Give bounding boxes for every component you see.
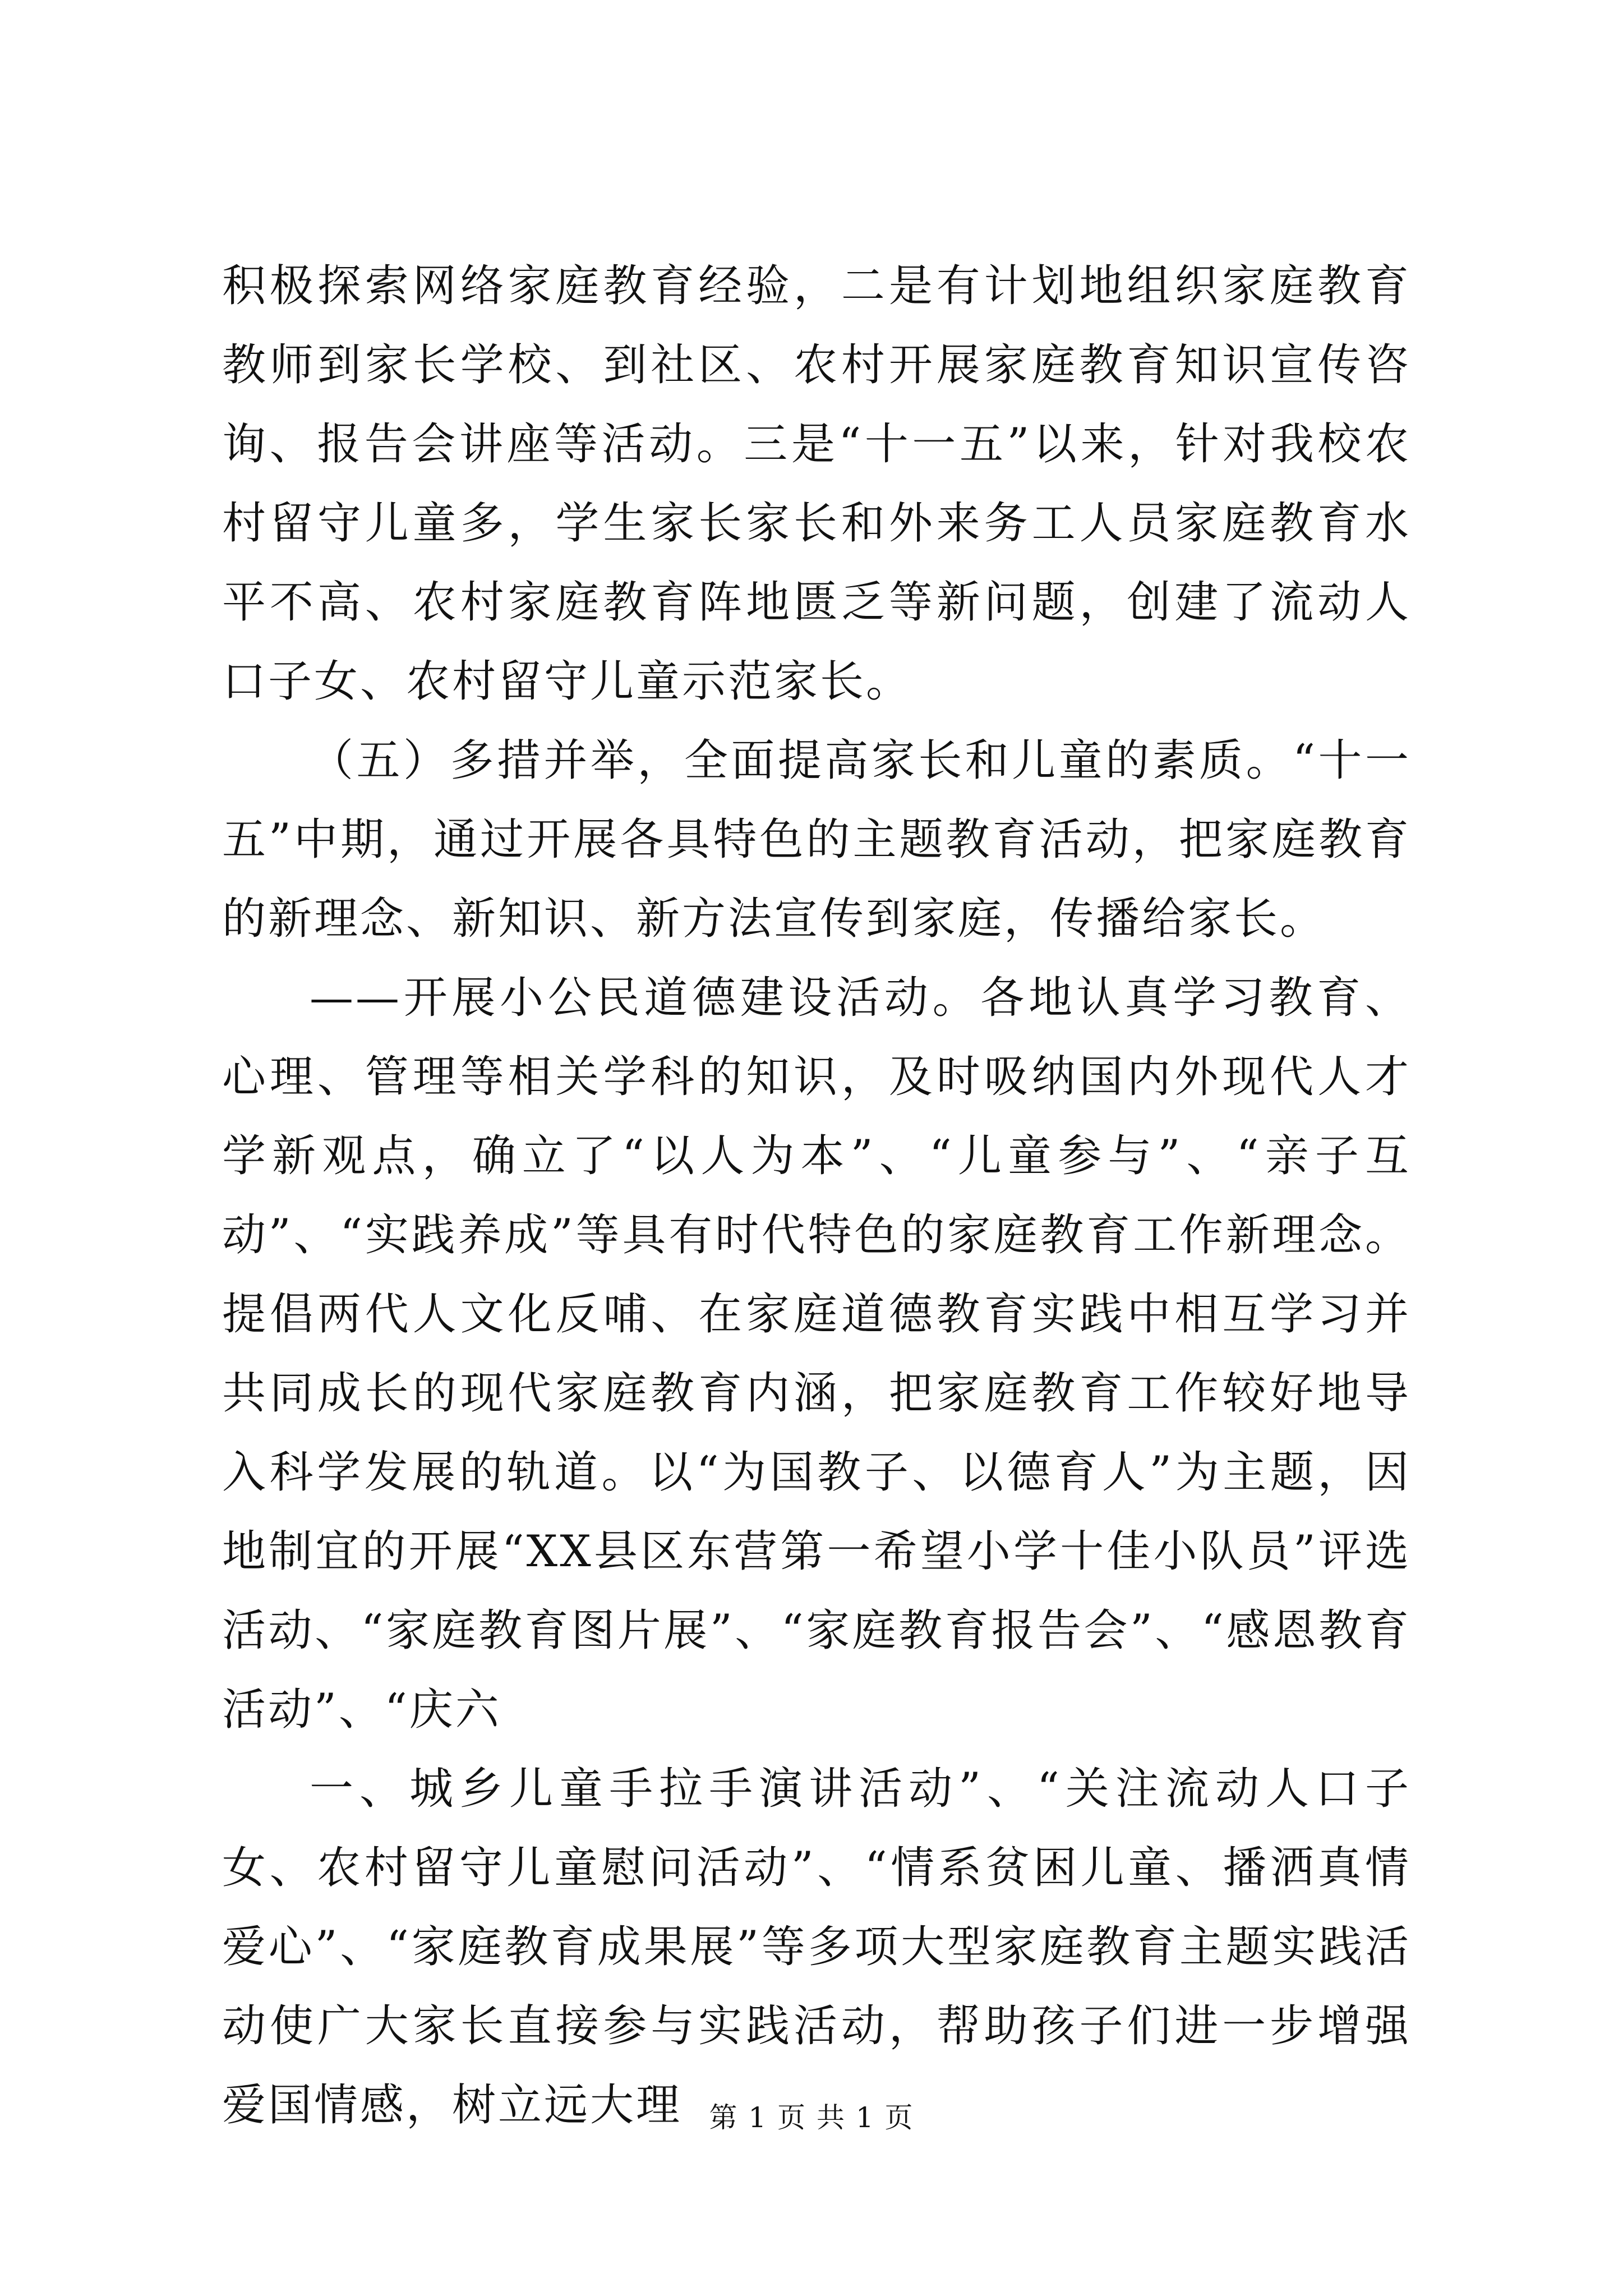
paragraph: 一、城乡儿童手拉手演讲活动”、“关注流动人口子女、农村留守儿童慰问活动”、“情系贫困儿童、播洒真情爱心”、“家庭教育成果展”等多项大型家庭教育主题实践活动使广大家长直接参与实践活动，帮助孩子们进一步增强爱国情感，树立远大理 xyxy=(222,1764,1411,2131)
document-body xyxy=(222,247,1411,2145)
paragraph: ——开展小公民道德建设活动。各地认真学习教育、心理、管理等相关学科的知识，及时吸纳国内外现代人才学新观点，确立了“以人为本”、“儿童参与”、“亲子互动”、“实践养成”等具有时代特色的家庭教育工作新理念。提倡两代人文化反哺、在家庭道德教育实践中相互学习并共同成长的现代家庭教育内涵，把家庭教育工作较好地导入科学发展的轨道。以“为国教子、以德育人”为主题，因地制宜的开展“XX县区东营第一希望小学十佳小队员”评选活动、“家庭教育图片展”、“家庭教育报告会”、“感恩教育活动”、“庆六 xyxy=(222,973,1411,1735)
paragraph: 积极探索网络家庭教育经验，二是有计划地组织家庭教育教师到家长学校、到社区、农村开展家庭教育知识宣传咨询、报告会讲座等活动。三是“十一五”以来，针对我校农村留守儿童多，学生家长家长和外来务工人员家庭教育水平不高、农村家庭教育阵地匮乏等新问题，创建了流动人口子女、农村留守儿童示范家长。 xyxy=(222,261,1411,707)
paragraph: （五）多措并举，全面提高家长和儿童的素质。“十一五”中期，通过开展各具特色的主题教育活动，把家庭教育的新理念、新知识、新方法宣传到家庭，传播给家长。 xyxy=(222,735,1411,944)
page-number-footer: 第 1 页 共 1 页 xyxy=(709,2101,914,2134)
